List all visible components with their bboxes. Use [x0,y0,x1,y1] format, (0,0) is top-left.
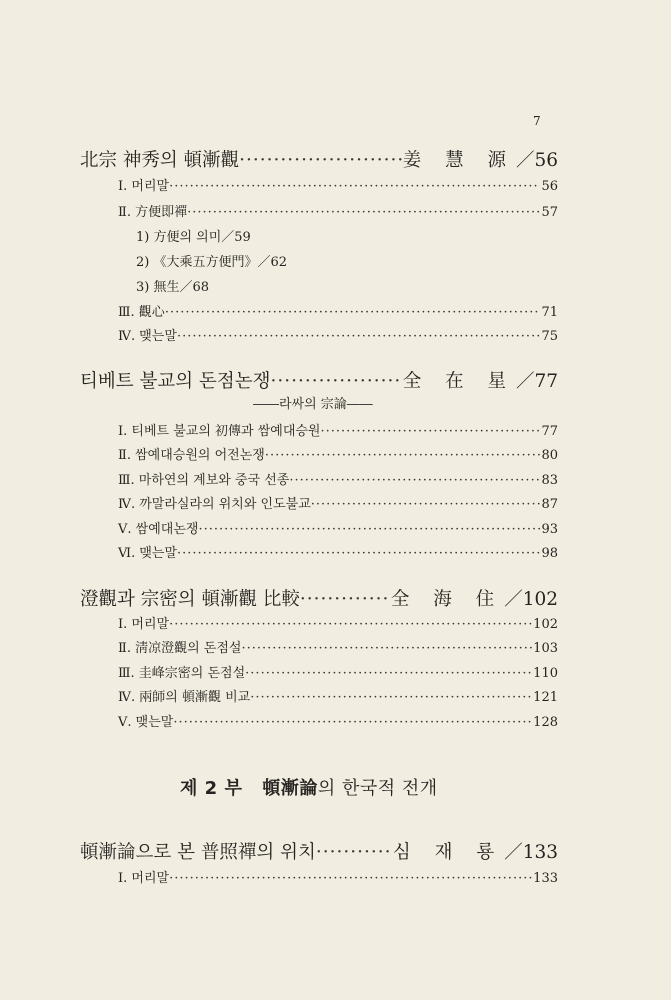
section-label: Ⅳ. 兩師의 頓漸觀 비교 [118,690,251,705]
section-page: 56 [541,179,558,194]
subsection-label: 1) 方便의 의미／59 [136,230,251,245]
article-author: 姜 慧 源 [402,150,515,171]
section-page: 133 [533,871,558,886]
section-label: Ⅴ. 쌈예대논쟁 [118,522,199,537]
article-page: ／56 [515,150,558,171]
part-prefix: 제 2 부 [180,778,243,799]
page-number: 7 [533,114,541,128]
toc-entry-section[interactable] [118,686,558,705]
section-page: 110 [533,666,558,681]
article-author: 심 재 룡 [392,842,504,863]
section-page: 71 [541,305,558,320]
section-label: Ⅱ. 쌈예대승원의 어전논쟁 [118,448,265,463]
toc-entry-article[interactable] [80,146,558,172]
dot-leader [270,371,402,392]
dot-leader [289,473,540,488]
part-title-bold: 頓漸論 [262,778,318,799]
dot-leader [300,589,391,610]
article-page: ／102 [504,589,558,610]
section-page: 103 [533,641,558,656]
part-title-rest: 의 한국적 전개 [317,778,438,799]
article-page: ／133 [504,842,558,863]
section-label: Ⅳ. 까말라실라의 위치와 인도불교 [118,497,311,512]
dot-leader [265,448,541,463]
section-label: Ⅴ. 맺는말 [118,715,174,730]
toc-entry-section[interactable] [118,420,558,439]
section-label: Ⅲ. 觀心 [118,305,165,320]
section-page: 98 [541,546,558,561]
toc-entry-section[interactable] [118,493,558,512]
toc-entry-section[interactable] [118,325,558,344]
article-title: 頓漸論으로 본 普照禪의 위치 [80,842,316,863]
article-subtitle: ――라싸의 宗論―― [253,397,373,412]
section-page: 80 [541,448,558,463]
section-label: Ⅵ. 맺는말 [118,546,178,561]
toc-entry-section[interactable] [118,301,558,320]
section-page: 77 [541,424,558,439]
toc-entry-section[interactable] [118,469,558,488]
dot-leader [169,617,532,632]
dot-leader [173,715,532,730]
toc-entry-article[interactable] [80,838,558,864]
part-heading [180,774,438,800]
dot-leader [239,150,403,171]
article-title: 北宗 神秀의 頓漸觀 [80,150,240,171]
dot-leader [165,305,541,320]
section-page: 75 [541,329,558,344]
article-page: ／77 [515,371,558,392]
section-page: 93 [541,522,558,537]
section-label: Ⅰ. 머리말 [118,617,170,632]
toc-entry-section[interactable] [118,175,558,194]
section-label: Ⅰ. 머리말 [118,179,170,194]
toc-entry-section[interactable] [118,867,558,886]
section-label: Ⅱ. 方便即禪 [118,205,188,220]
dot-leader [250,690,532,705]
section-page: 121 [533,690,558,705]
article-author: 全 海 住 [390,589,504,610]
subsection-label: 2) 《大乘五方便門》／62 [136,255,288,270]
article-title: 티베트 불교의 돈점논쟁 [80,371,271,392]
section-page: 128 [533,715,558,730]
toc-entry-subsection[interactable] [136,226,251,245]
dot-leader [245,666,532,681]
toc-entry-section[interactable] [118,662,558,681]
section-label: Ⅰ. 티베트 불교의 初傳과 쌈예대승원 [118,424,321,439]
dot-leader [321,424,541,439]
subsection-label: 3) 無生／68 [136,280,210,295]
article-author: 全 在 星 [402,371,515,392]
section-label: Ⅲ. 마하연의 계보와 중국 선종 [118,473,290,488]
dot-leader [169,871,532,886]
section-label: Ⅲ. 圭峰宗密의 돈점설 [118,666,246,681]
section-page: 57 [541,205,558,220]
dot-leader [177,329,541,344]
toc-entry-article[interactable] [80,585,558,611]
toc-entry-section[interactable] [118,637,558,656]
dot-leader [198,522,540,537]
toc-entry-section[interactable] [118,542,558,561]
section-label: Ⅱ. 淸凉澄觀의 돈점설 [118,641,242,656]
article-title: 澄觀과 宗密의 頓漸觀 比較 [80,589,300,610]
toc-entry-section[interactable] [118,711,558,730]
toc-entry-subsection[interactable] [136,251,287,270]
toc-entry-section[interactable] [118,518,558,537]
toc-entry-section[interactable] [118,444,558,463]
dot-leader [311,497,541,512]
section-label: Ⅳ. 맺는말 [118,329,177,344]
section-page: 87 [541,497,558,512]
toc-entry-section[interactable] [118,613,558,632]
dot-leader [241,641,532,656]
section-page: 83 [541,473,558,488]
section-label: Ⅰ. 머리말 [118,871,170,886]
dot-leader [177,546,540,561]
dot-leader [316,842,393,863]
dot-leader [169,179,540,194]
toc-entry-section[interactable] [118,201,558,220]
toc-entry-subsection[interactable] [136,276,209,295]
dot-leader [187,205,540,220]
toc-entry-article[interactable] [80,367,558,393]
section-page: 102 [533,617,558,632]
